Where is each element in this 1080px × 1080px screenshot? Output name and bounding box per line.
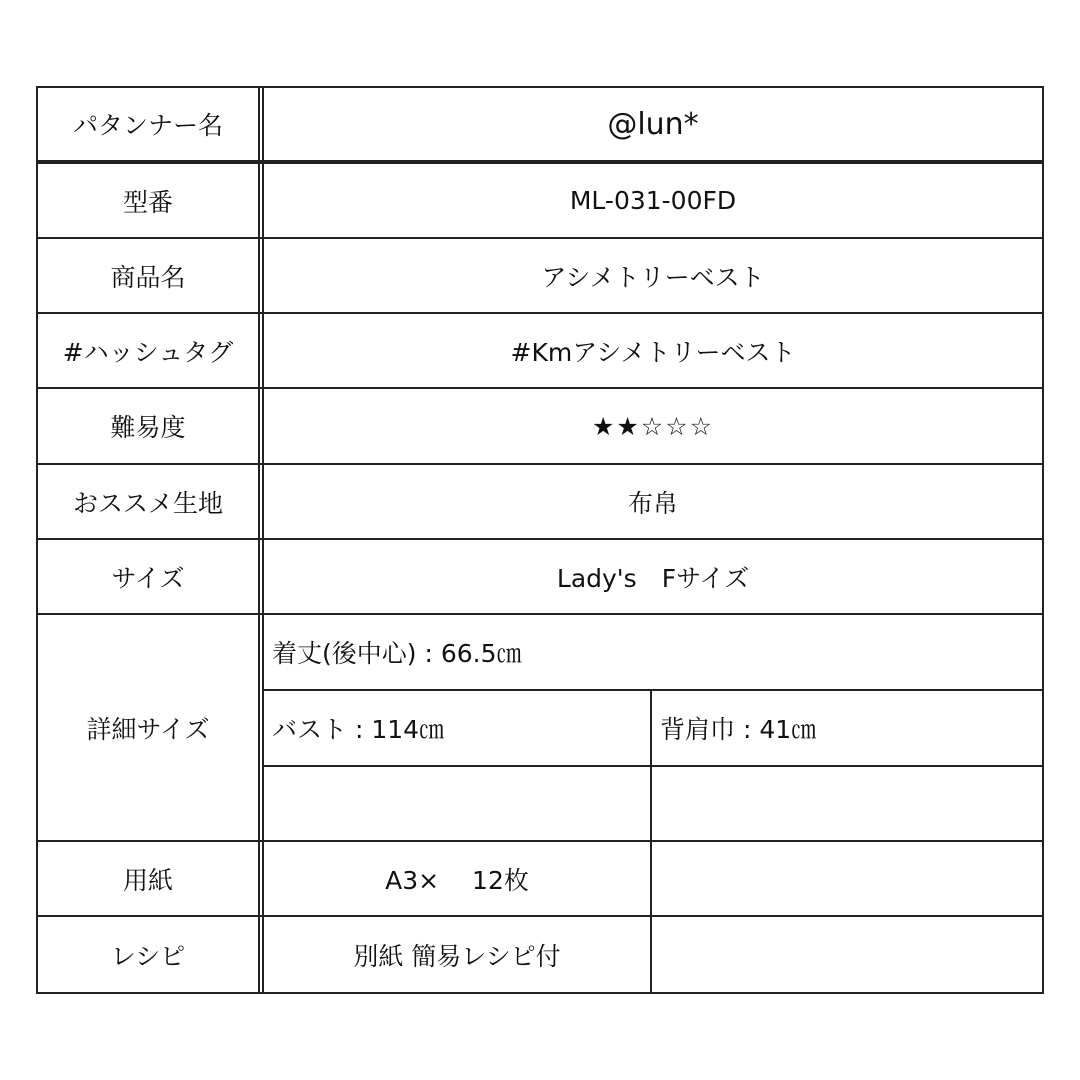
product-name-label: 商品名 xyxy=(110,262,186,292)
hashtag-value: #Kmアシメトリーベスト xyxy=(510,337,796,367)
header-divider xyxy=(258,86,260,162)
size-label: サイズ xyxy=(111,563,185,593)
recipe-label: レシピ xyxy=(110,941,186,971)
label-column-divider xyxy=(258,162,260,994)
paper-label: 用紙 xyxy=(122,865,173,895)
difficulty-stars: ★★☆☆☆ xyxy=(591,411,715,441)
detail-separator xyxy=(262,765,1044,767)
bust-measurement: バスト : 114㎝ xyxy=(272,715,445,744)
size-value: Lady's Fサイズ xyxy=(556,563,750,593)
recipe-value: 別紙 簡易レシピ付 xyxy=(353,941,561,971)
detail-size-label: 詳細サイズ xyxy=(86,714,210,744)
model-number-label: 型番 xyxy=(122,187,173,217)
shoulder-width-measurement: 背肩巾 : 41㎝ xyxy=(660,715,817,744)
product-name-value: アシメトリーベスト xyxy=(541,262,765,292)
paper-value: A3× 12枚 xyxy=(385,865,529,895)
patterner-name-label: パタンナー名 xyxy=(72,111,223,140)
hashtag-label: #ハッシュタグ xyxy=(62,337,234,367)
model-number-value: ML-031-00FD xyxy=(569,186,737,215)
recommended-fabric-value: 布帛 xyxy=(627,488,678,518)
recommended-fabric-label: おススメ生地 xyxy=(72,488,223,518)
difficulty-label: 難易度 xyxy=(110,413,186,442)
patterner-name-value: @lun* xyxy=(607,106,699,142)
length-measurement: 着丈(後中心) : 66.5㎝ xyxy=(272,639,522,668)
